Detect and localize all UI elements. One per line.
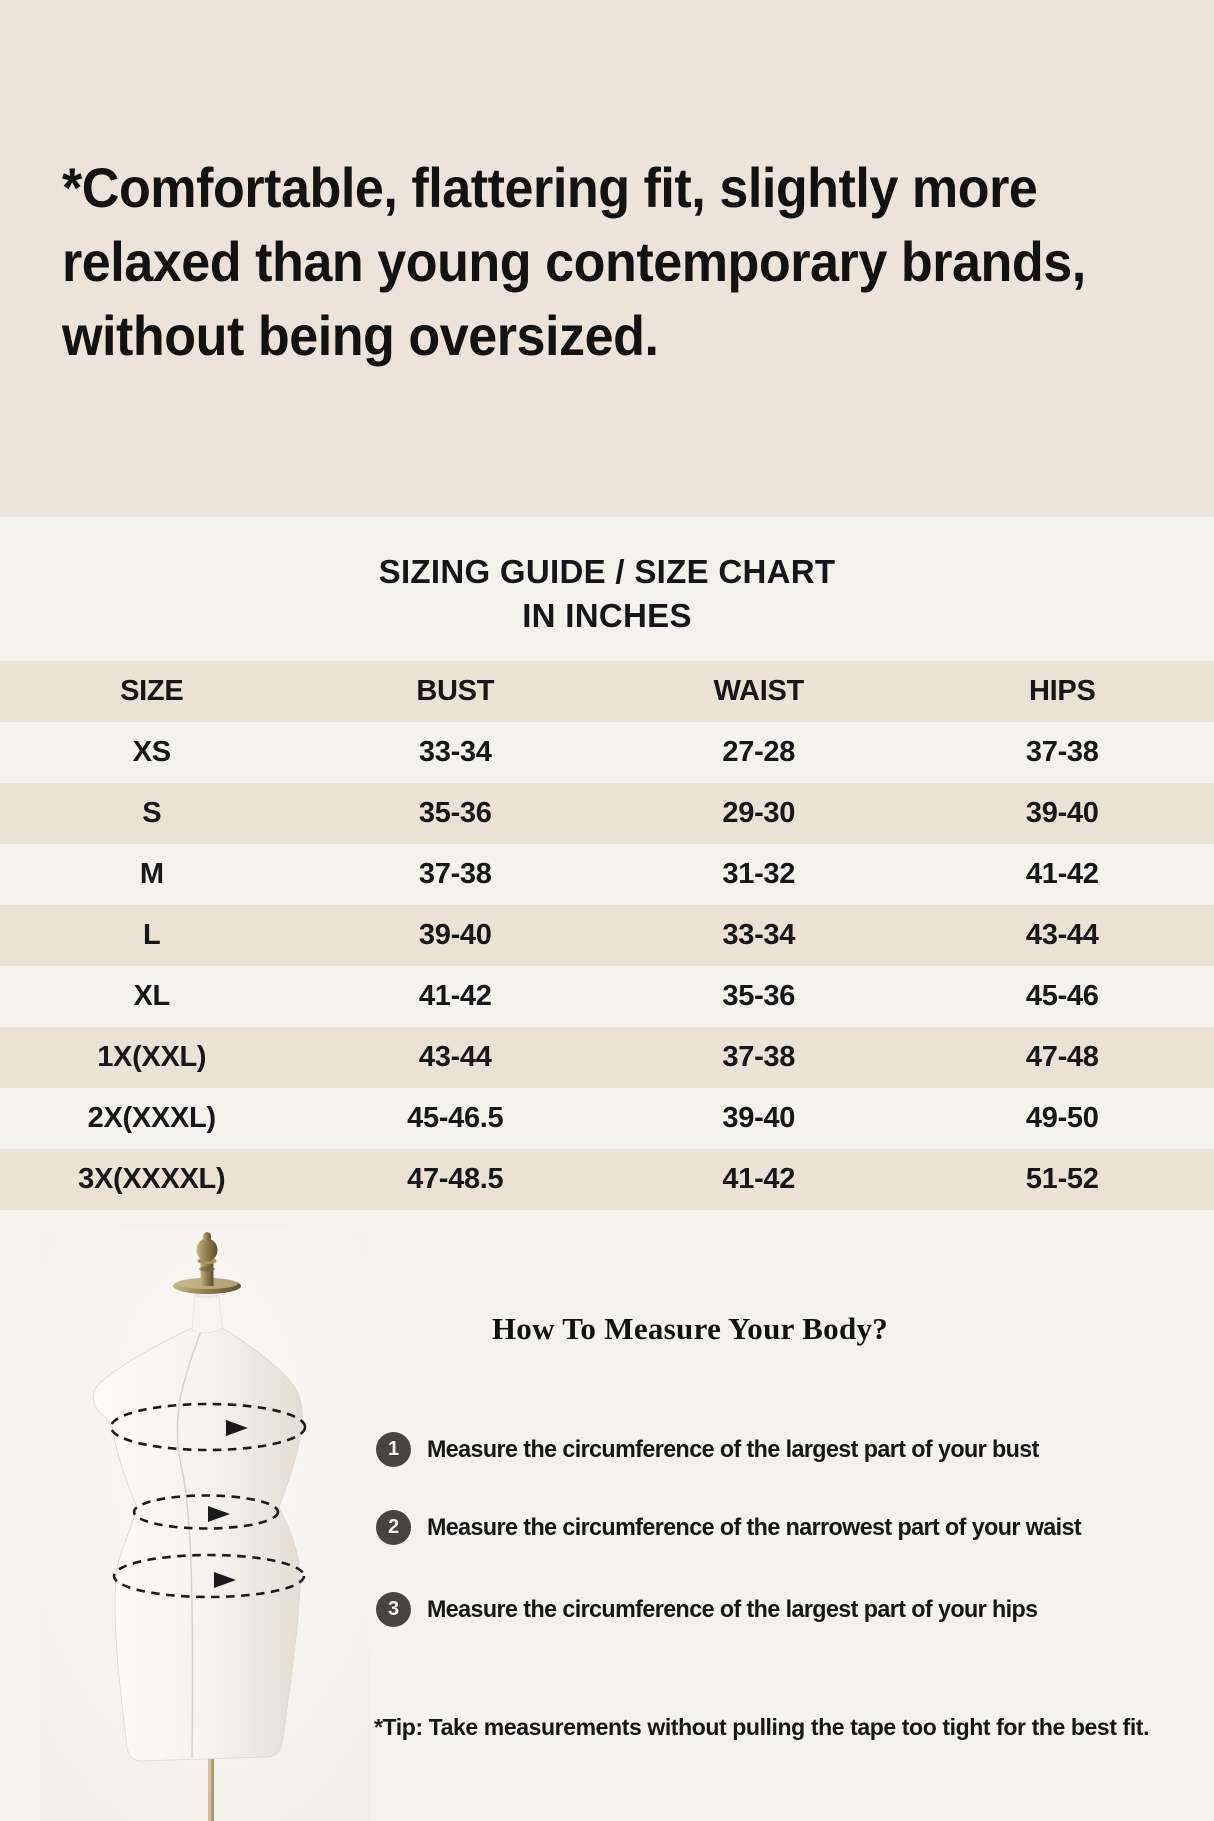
dress-form-illustration: [40, 1230, 370, 1821]
step-3-text: Measure the circumference of the largest part of your hips: [427, 1595, 1038, 1623]
hips-cell: 43-44: [1025, 919, 1099, 951]
table-row-3x: [0, 1149, 1214, 1210]
fit-note-section: [0, 0, 1214, 517]
waist-cell: 41-42: [722, 1163, 796, 1195]
bust-cell: 45-46.5: [407, 1102, 504, 1134]
measure-step-3: [376, 1592, 1056, 1627]
measure-step-1: [376, 1432, 1058, 1467]
table-row-1x: [0, 1027, 1214, 1088]
size-cell: XS: [132, 736, 171, 768]
hips-cell: 47-48: [1025, 1041, 1099, 1073]
table-row-xs: [0, 722, 1214, 783]
size-table: [0, 661, 1214, 1210]
bust-cell: 35-36: [418, 797, 492, 829]
table-row-2x: [0, 1088, 1214, 1149]
step-1-badge: 1: [376, 1432, 411, 1467]
step-3-badge: 3: [376, 1592, 411, 1627]
measure-guide-title: How To Measure Your Body?: [491, 1311, 889, 1346]
waist-cell: 35-36: [722, 980, 796, 1012]
stand-pole: [208, 1758, 214, 1821]
size-chart-title-line-1: SIZING GUIDE / SIZE CHART: [378, 553, 836, 590]
table-row-xl: [0, 966, 1214, 1027]
fit-note-line-1: *Comfortable, flattering fit, slightly more: [62, 156, 1038, 219]
size-cell: 2X(XXXL): [87, 1102, 216, 1134]
size-cell: XL: [133, 980, 170, 1012]
hips-cell: 39-40: [1025, 797, 1099, 829]
bust-cell: 37-38: [418, 858, 492, 890]
size-cell: S: [142, 797, 162, 829]
bust-cell: 33-34: [418, 736, 492, 768]
hips-cell: 49-50: [1025, 1102, 1099, 1134]
step-1-text: Measure the circumference of the largest part of your bust: [427, 1435, 1039, 1463]
hips-cell: 51-52: [1025, 1163, 1099, 1195]
hips-cell: 41-42: [1025, 858, 1099, 890]
size-cell: M: [139, 858, 164, 890]
bust-cell: 41-42: [418, 980, 492, 1012]
waist-cell: 37-38: [722, 1041, 796, 1073]
column-header-size: SIZE: [120, 675, 184, 707]
bust-cell: 47-48.5: [407, 1163, 504, 1195]
waist-cell: 27-28: [722, 736, 796, 768]
bust-cell: 39-40: [418, 919, 492, 951]
measure-tip: *Tip: Take measurements without pulling the tape too tight for the best fit.: [374, 1714, 1150, 1740]
hips-cell: 37-38: [1025, 736, 1099, 768]
size-chart-title: [0, 550, 1214, 638]
size-chart-title-line-2: IN INCHES: [522, 597, 692, 634]
fit-note-line-3: without being oversized.: [62, 304, 659, 367]
size-cell: L: [143, 919, 161, 951]
hips-cell: 45-46: [1025, 980, 1099, 1012]
step-2-badge: 2: [376, 1510, 411, 1545]
size-cell: 1X(XXL): [97, 1041, 207, 1073]
column-header-hips: HIPS: [1029, 675, 1096, 707]
torso: [93, 1325, 302, 1761]
size-cell: 3X(XXXXL): [78, 1163, 226, 1195]
waist-cell: 29-30: [722, 797, 796, 829]
fit-note-text: [62, 151, 1132, 373]
fit-note-line-2: relaxed than young contemporary brands,: [62, 230, 1086, 293]
table-row-m: [0, 844, 1214, 905]
column-header-bust: BUST: [416, 675, 495, 707]
step-2-text: Measure the circumference of the narrowest part of your waist: [427, 1513, 1082, 1541]
waist-cell: 33-34: [722, 919, 796, 951]
waist-cell: 39-40: [722, 1102, 796, 1134]
table-header-row: [0, 661, 1214, 722]
bust-cell: 43-44: [418, 1041, 492, 1073]
column-header-waist: WAIST: [713, 675, 804, 707]
table-row-l: [0, 905, 1214, 966]
measure-step-2: [376, 1510, 1101, 1545]
waist-cell: 31-32: [722, 858, 796, 890]
table-row-s: [0, 783, 1214, 844]
